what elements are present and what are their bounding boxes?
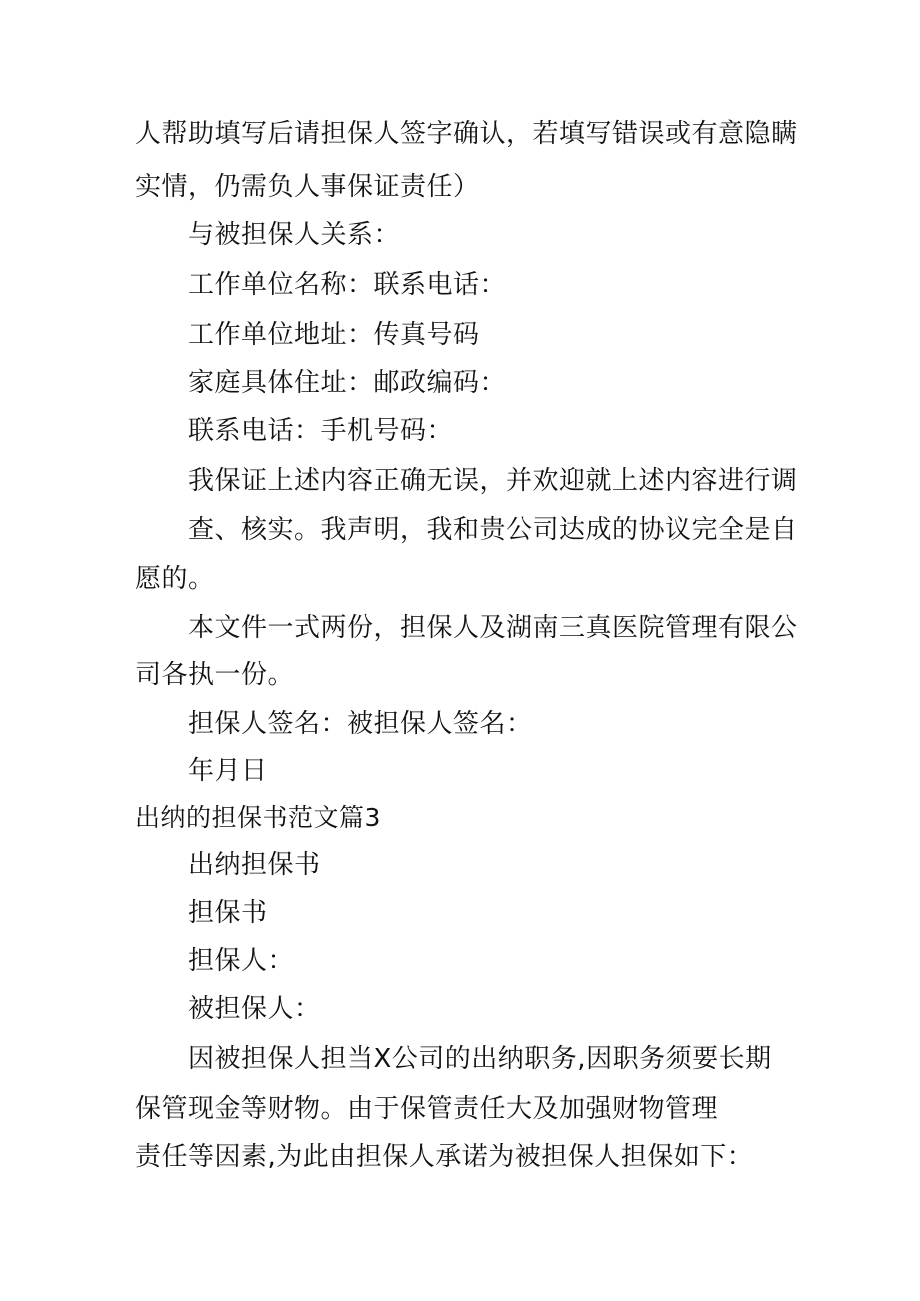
text-line-3: 与被担保人关系： <box>188 220 401 250</box>
text-line-22: 责任等因素,为此由担保人承诺为被担保人担保如下： <box>135 1142 754 1172</box>
text-line-19: 被担保人： <box>188 994 321 1024</box>
text-line-4: 工作单位名称：联系电话： <box>188 270 507 300</box>
text-line-9: 查、核实。我声明，我和贵公司达成的协议完全是自 <box>188 515 798 545</box>
text-line-2: 实情，仍需负人事保证责任） <box>135 172 480 202</box>
text-line-10: 愿的。 <box>135 564 215 594</box>
text-line-20: 因被担保人担当X公司的出纳职务,因职务须要长期 <box>188 1044 772 1074</box>
text-line-6: 家庭具体住址：邮政编码： <box>188 368 507 398</box>
text-line-17: 担保书 <box>188 898 268 928</box>
text-line-12: 司各执一份。 <box>135 660 295 690</box>
text-line-13: 担保人签名：被担保人签名： <box>188 709 533 739</box>
text-line-18: 担保人： <box>188 946 295 976</box>
text-line-5: 工作单位地址：传真号码 <box>188 320 480 350</box>
section-heading: 出纳的担保书范文篇3 <box>135 803 381 832</box>
text-line-11: 本文件一式两份，担保人及湖南三真医院管理有限公 <box>188 613 798 643</box>
text-line-14: 年月日 <box>188 756 268 786</box>
text-line-1: 人帮助填写后请担保人签字确认，若填写错误或有意隐瞒 <box>135 119 798 149</box>
text-line-8: 我保证上述内容正确无误，并欢迎就上述内容进行调 <box>188 466 798 496</box>
text-line-7: 联系电话：手机号码： <box>188 416 454 446</box>
text-line-21: 保管现金等财物。由于保管责任大及加强财物管理 <box>135 1094 719 1124</box>
text-line-16: 出纳担保书 <box>188 850 321 880</box>
